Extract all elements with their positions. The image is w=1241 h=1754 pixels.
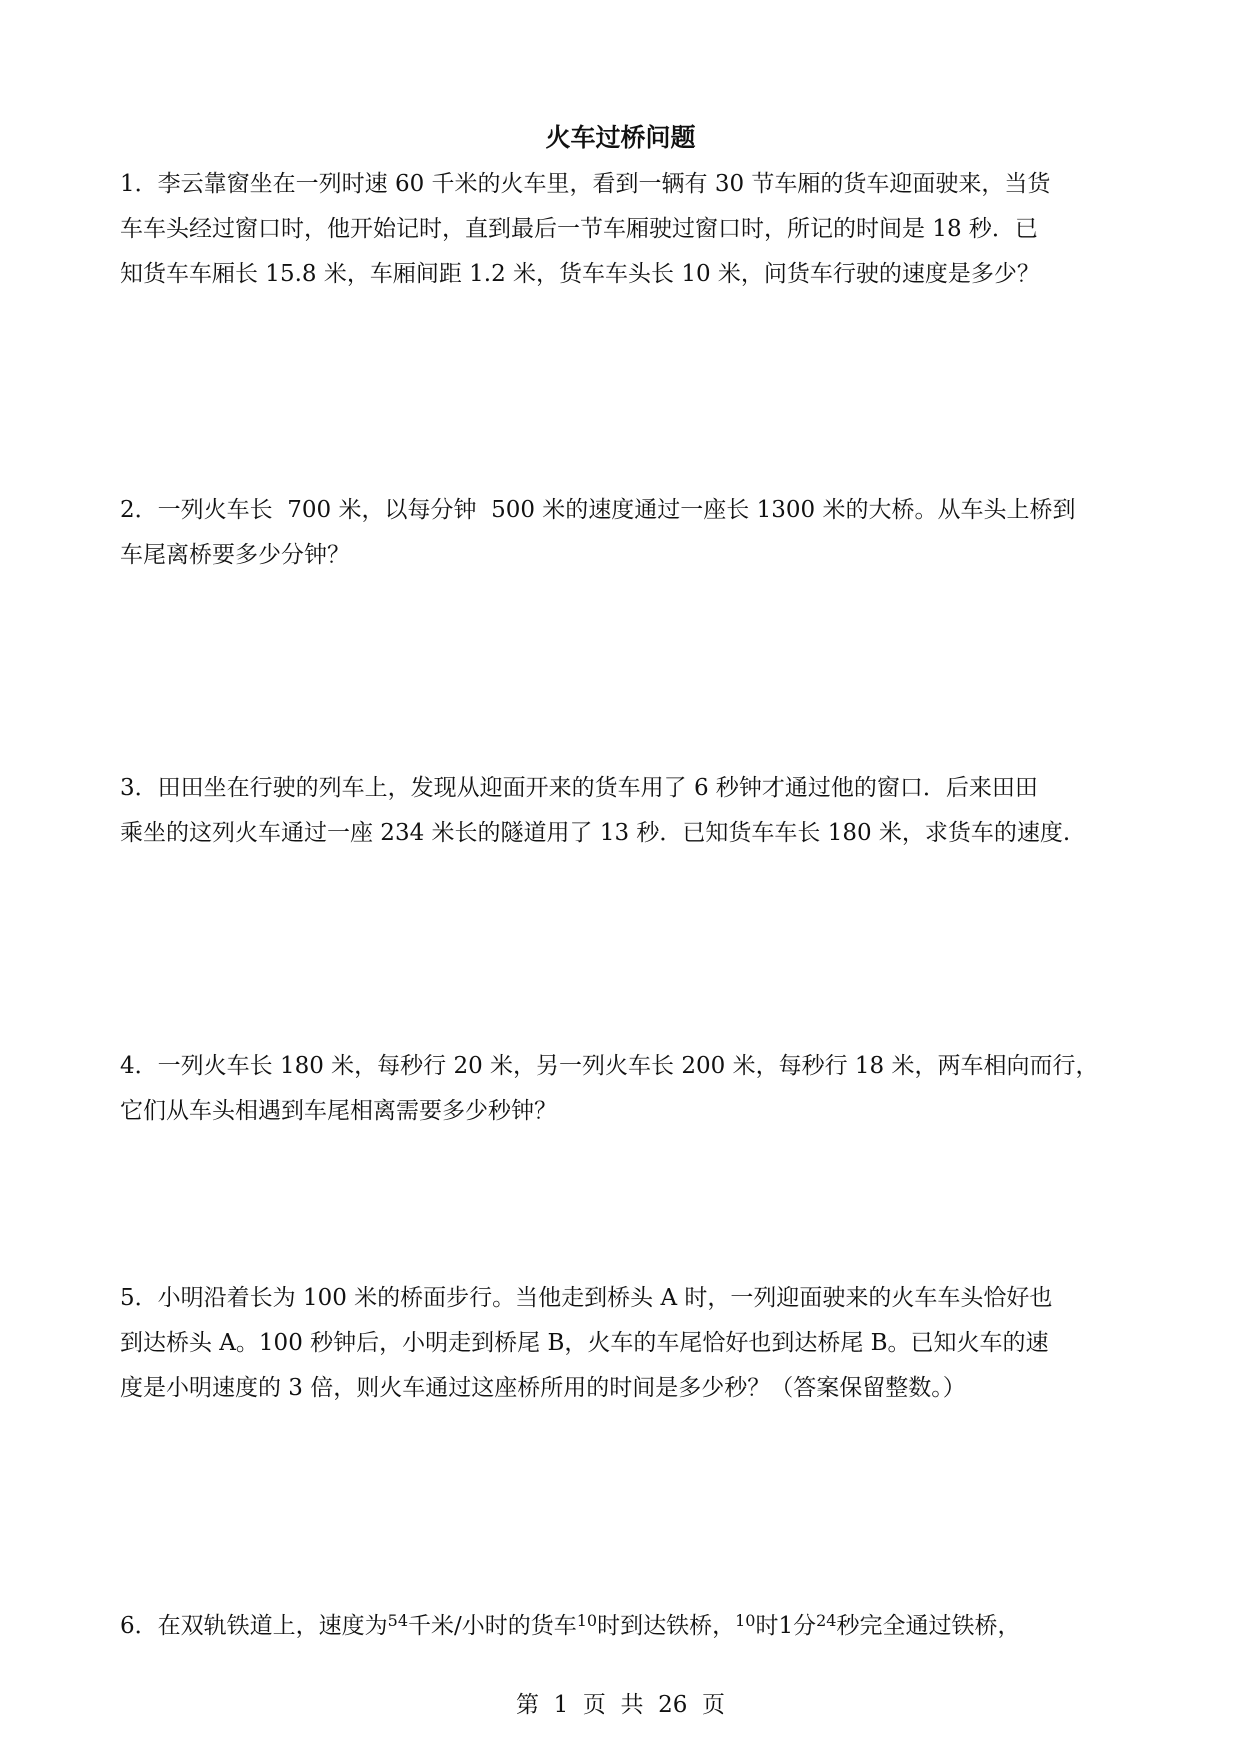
- page-footer: 第 1 页 共 26 页: [515, 1692, 725, 1718]
- question-line: 5．小明沿着长为 100 米的桥面步行。当他走到桥头 A 时，一列迎面驶来的火车车头恰好也: [120, 1285, 1053, 1311]
- pass-second-value: 24: [816, 1611, 837, 1630]
- question-5: [120, 1276, 1120, 1411]
- question-6: [120, 1598, 1120, 1649]
- question-line: [120, 1598, 1120, 1649]
- question-line: 2．一列火车长 700 米，以每分钟 500 米的速度通过一座长 1300 米的大桥。从车头上桥到: [120, 497, 1076, 523]
- question-3: [120, 766, 1120, 856]
- question-text: 分: [793, 1613, 817, 1639]
- question-line: 车车头经过窗口时，他开始记时，直到最后一节车厢驶过窗口时，所记的时间是 18 秒．已: [120, 216, 1038, 242]
- question-line: 3．田田坐在行驶的列车上，发现从迎面开来的货车用了 6 秒钟才通过他的窗口．后来田田: [120, 775, 1038, 801]
- question-text: 千米/小时的货车: [408, 1613, 577, 1639]
- question-text: 时: [755, 1613, 779, 1639]
- question-line: 它们从车头相遇到车尾相离需要多少秒钟？: [120, 1098, 557, 1124]
- question-line: 1．李云靠窗坐在一列时速 60 千米的火车里，看到一辆有 30 节车厢的货车迎面驶来，当货: [120, 171, 1051, 197]
- question-2: [120, 488, 1120, 578]
- question-text: 6．在双轨铁道上，速度为: [120, 1613, 388, 1639]
- question-text: 时到达铁桥，: [597, 1613, 736, 1639]
- question-line: 4．一列火车长 180 米，每秒行 20 米，另一列火车长 200 米，每秒行 18 米，两车相向而行，: [120, 1053, 1099, 1079]
- pass-minute-value: 1: [778, 1613, 794, 1639]
- speed-value: 54: [387, 1611, 408, 1630]
- question-line: 度是小明速度的 3 倍，则火车通过这座桥所用的时间是多少秒？（答案保留整数。）: [120, 1375, 966, 1401]
- question-text: 秒完全通过铁桥，: [836, 1613, 1021, 1639]
- question-1: [120, 162, 1120, 297]
- question-line: 知货车车厢长 15.8 米，车厢间距 1.2 米，货车车头长 10 米，问货车行驶的速度是多少？: [120, 261, 1040, 287]
- page-title: 火车过桥问题: [545, 123, 696, 152]
- question-line: 乘坐的这列火车通过一座 234 米长的隧道用了 13 秒．已知货车车长 180 米，求货车的速度.: [120, 820, 1071, 846]
- pass-hour-value: 10: [735, 1611, 756, 1630]
- arrival-hour-value: 10: [576, 1611, 598, 1630]
- question-line: 到达桥头 A。100 秒钟后，小明走到桥尾 B，火车的车尾恰好也到达桥尾 B。已知火车的速: [120, 1330, 1049, 1356]
- question-line: 车尾离桥要多少分钟？: [120, 542, 350, 568]
- question-4: [120, 1044, 1120, 1134]
